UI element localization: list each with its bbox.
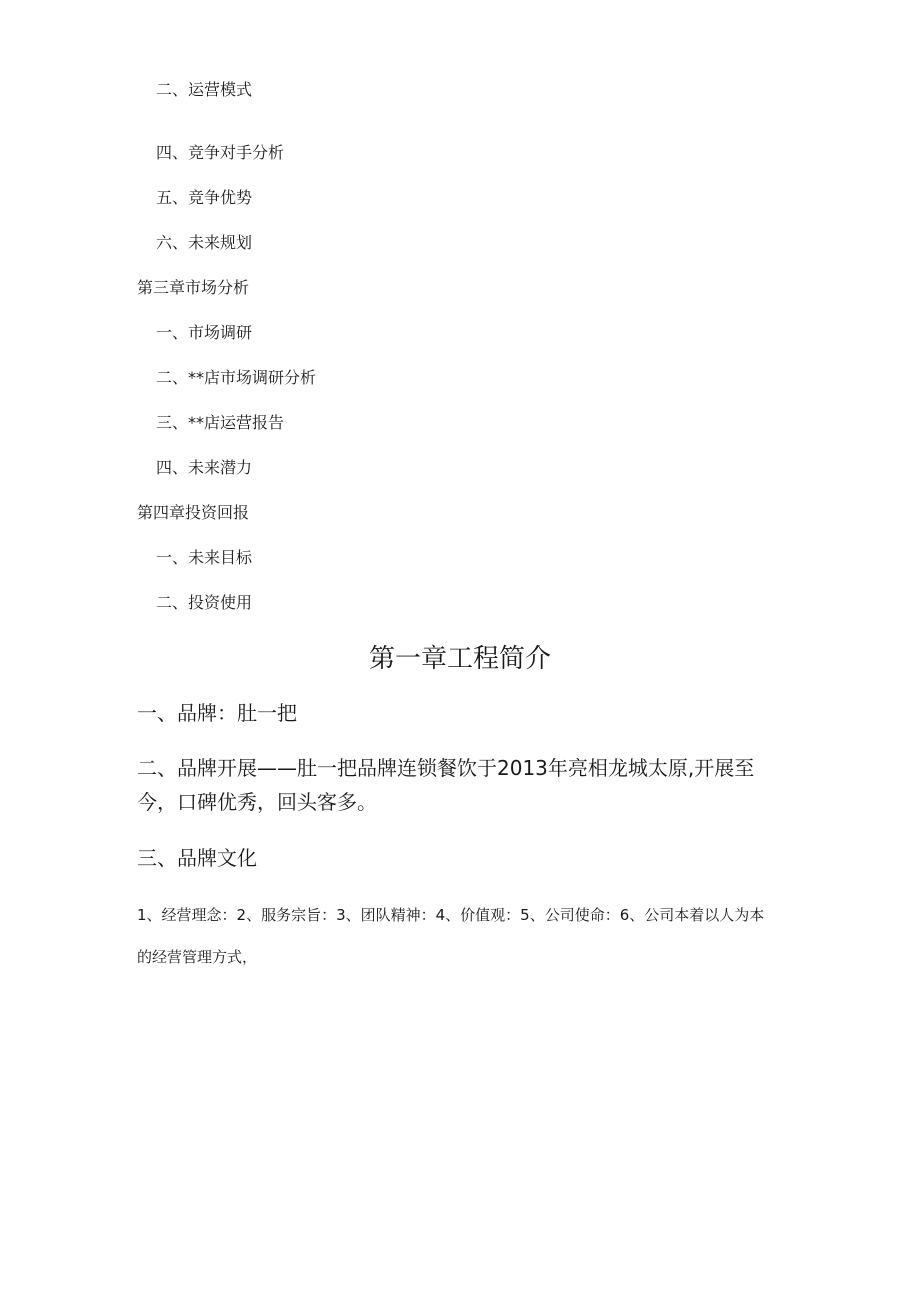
toc-item-future-planning: 六、未来规划 bbox=[156, 233, 253, 252]
toc-item-store-research-analysis: 二、**店市场调研分析 bbox=[156, 368, 317, 387]
toc-item-store-operation-report: 三、**店运营报告 bbox=[156, 413, 285, 432]
toc-item-competitive-advantage: 五、竞争优势 bbox=[156, 188, 253, 207]
chapter-title: 第一章工程简介 bbox=[368, 644, 551, 674]
section-brand: 一、品牌：肚一把 bbox=[137, 701, 297, 725]
toc-item-future-goals: 一、未来目标 bbox=[156, 548, 253, 567]
toc-chapter-investment-return: 第四章投资回报 bbox=[137, 503, 250, 522]
culture-detail: 1、经营理念：2、服务宗旨：3、团队精神：4、价值观：5、公司使命：6、公司本着以人为本的经营管理方式， bbox=[137, 906, 765, 966]
toc-item-operation-mode: 二、运营模式 bbox=[156, 80, 253, 99]
toc-item-investment-use: 二、投资使用 bbox=[156, 593, 253, 612]
toc-item-future-potential: 四、未来潜力 bbox=[156, 458, 253, 477]
section-development: 二、品牌开展——肚一把品牌连锁餐饮于2013年亮相龙城太原,开展至今，口碑优秀，回头客多。 bbox=[137, 756, 755, 814]
toc-item-competitor-analysis: 四、竞争对手分析 bbox=[156, 143, 285, 162]
toc-item-market-research: 一、市场调研 bbox=[156, 323, 253, 342]
toc-chapter-market-analysis: 第三章市场分析 bbox=[137, 278, 250, 297]
section-culture: 三、品牌文化 bbox=[137, 846, 257, 870]
